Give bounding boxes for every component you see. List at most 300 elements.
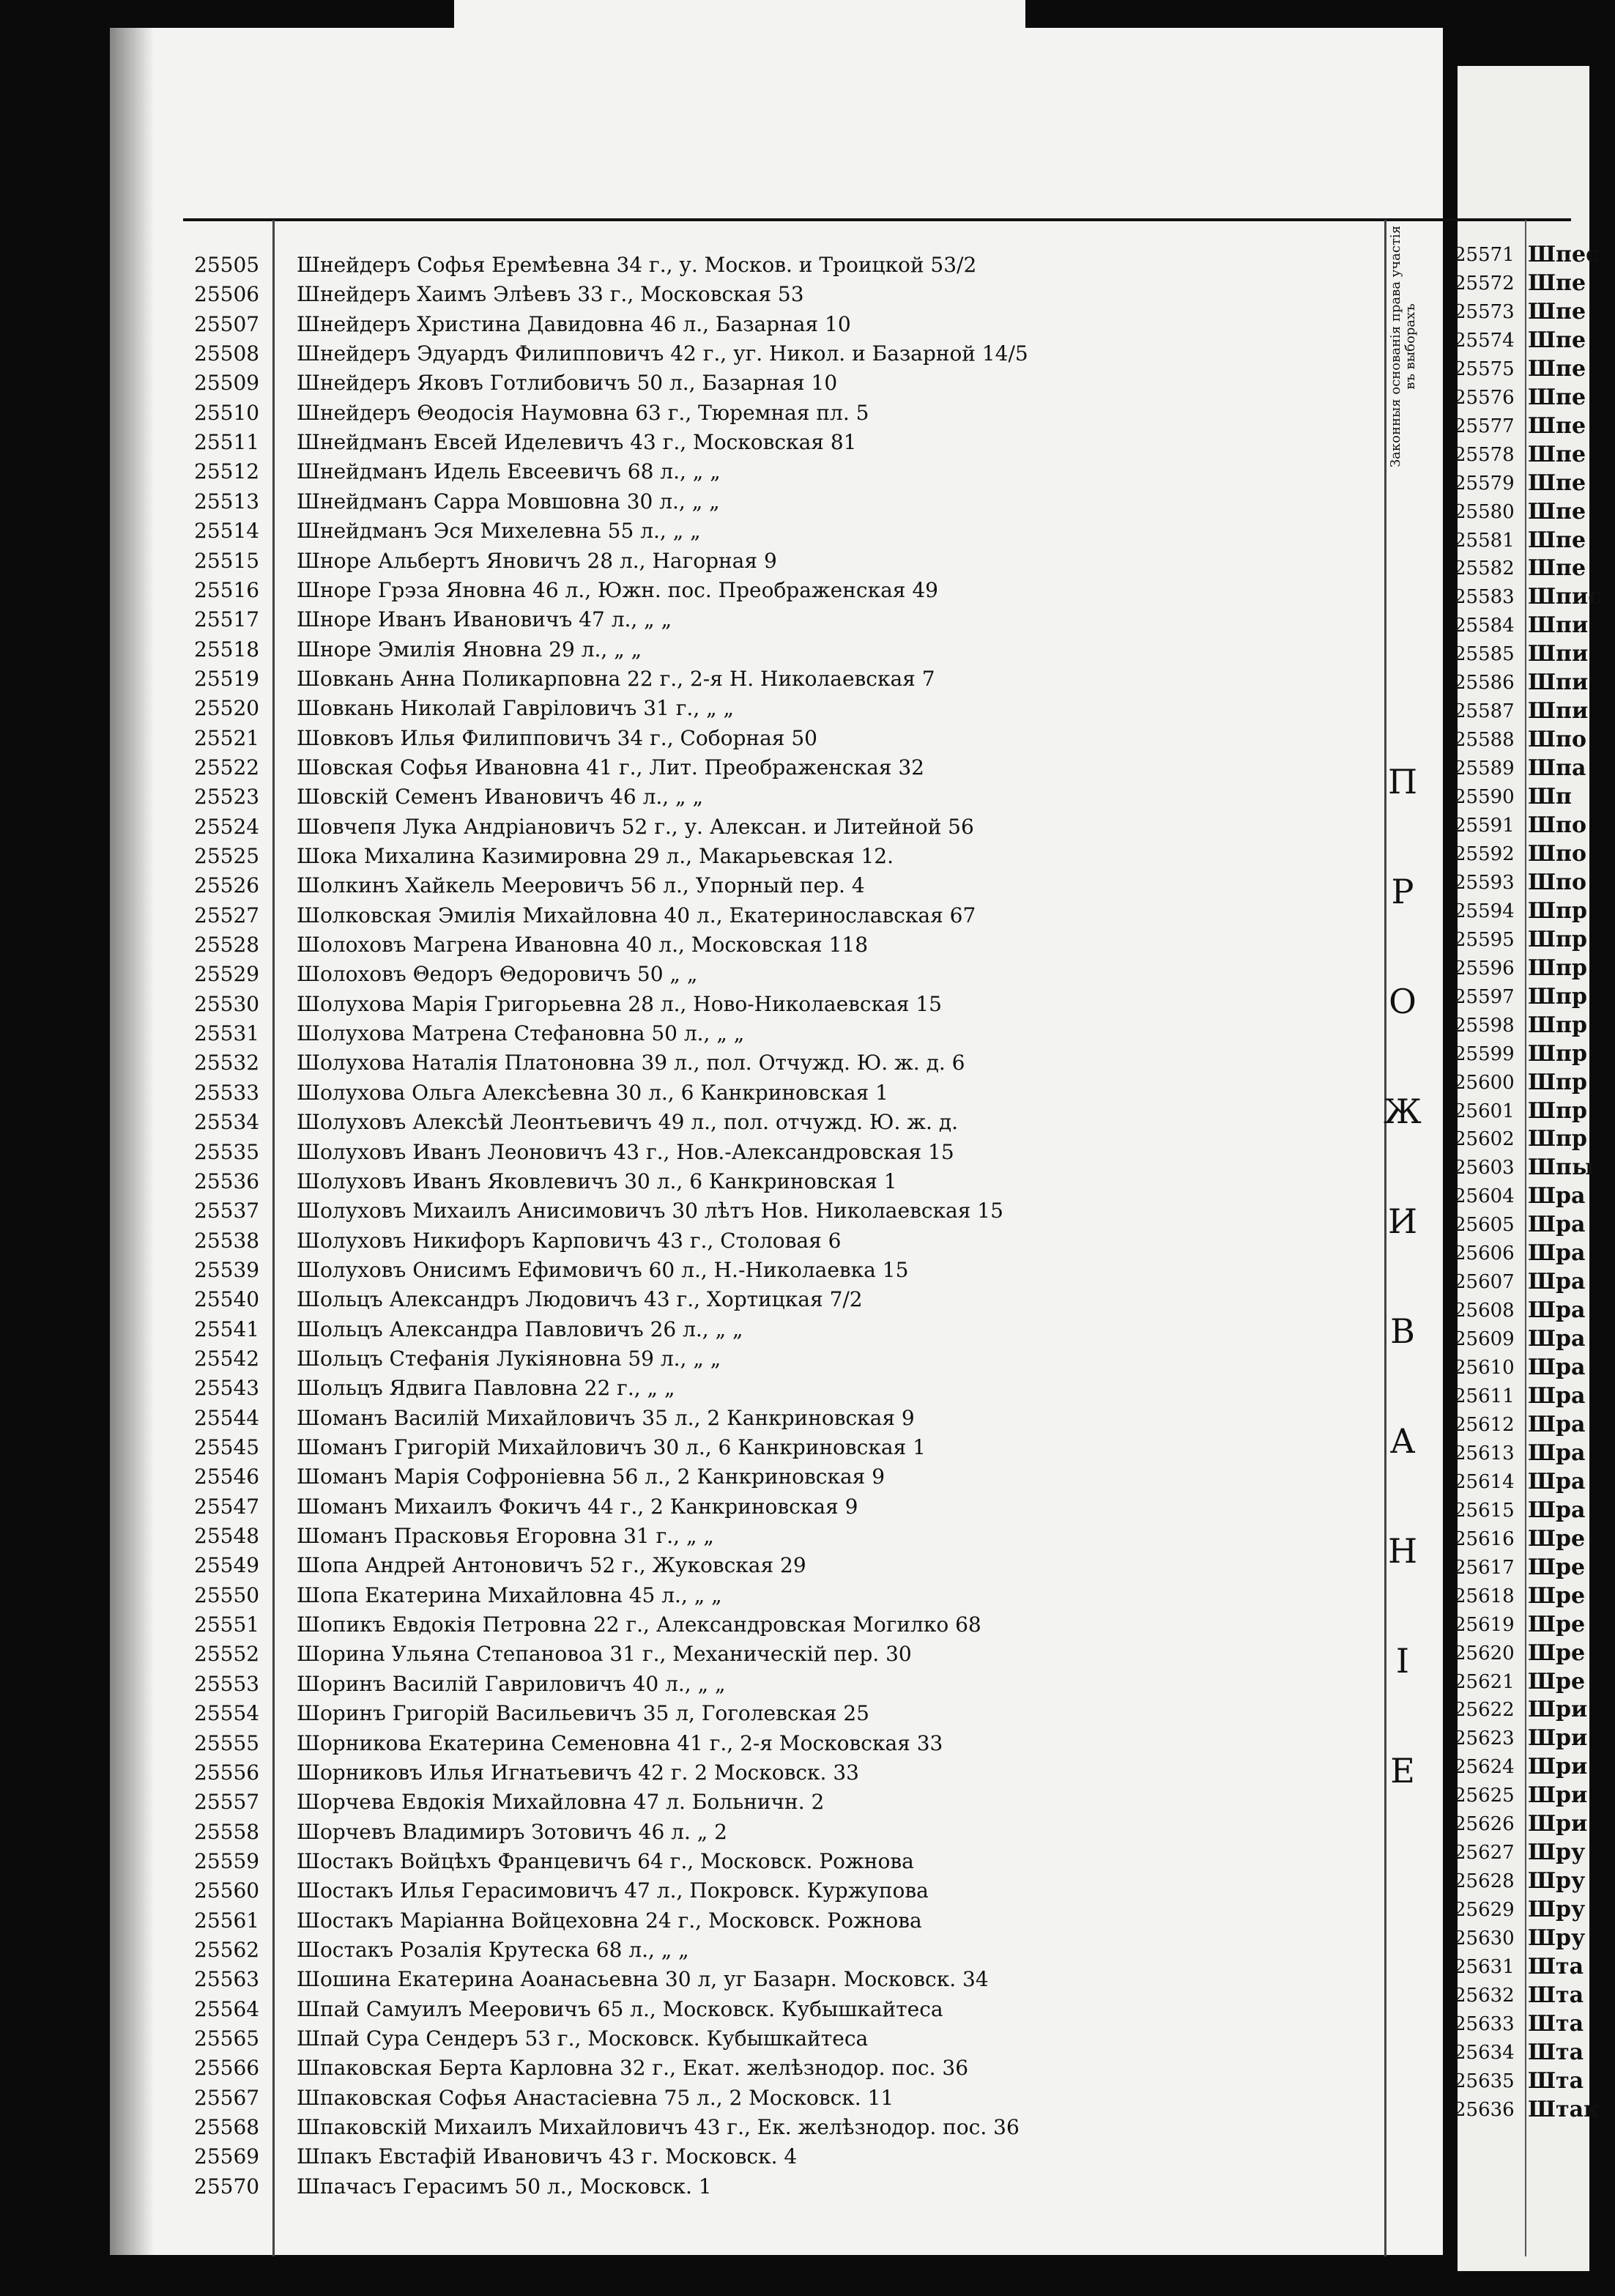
table-row (0, 1138, 1384, 1167)
table-row (0, 1610, 1384, 1640)
entry-text: Шоманъ Марія Софроніевна 56 л., 2 Канкриновская 9 (297, 1464, 886, 1489)
entry-text: Шнейдманъ Сарра Мовшовна 30 л., „ „ (297, 489, 720, 514)
table-row (0, 487, 1384, 516)
right-entry-text: Шпе (1528, 498, 1586, 525)
entry-text: Шпаковская Софья Анастасіевна 75 л., 2 Московск. 11 (297, 2085, 894, 2110)
entry-number: 25553 (194, 1671, 260, 1696)
right-entry-text: Шпа (1528, 755, 1586, 782)
entry-number: 25540 (194, 1287, 260, 1312)
entry-number: 25563 (194, 1967, 260, 1992)
right-entry-number: 25602 (1454, 1128, 1515, 1151)
entry-number: 25531 (194, 1021, 260, 1046)
entry-number: 25560 (194, 1878, 260, 1903)
table-row (0, 1256, 1384, 1285)
entry-number: 25546 (194, 1464, 260, 1489)
entry-number: 25517 (194, 607, 260, 632)
right-entry-number: 25604 (1454, 1185, 1515, 1208)
table-row (0, 547, 1384, 576)
right-entry-text: Шта (1528, 2039, 1584, 2065)
right-entry-number: 25591 (1454, 815, 1515, 837)
table-row (0, 399, 1384, 428)
right-entry-number: 25630 (1454, 1927, 1515, 1950)
entry-text: Шолухова Ольга Алексѣевна 30 л., 6 Канкриновская 1 (297, 1080, 888, 1105)
entry-number: 25547 (194, 1494, 260, 1519)
entry-text: Шолухова Матрена Стефановна 50 л., „ „ (297, 1021, 745, 1046)
entry-number: 25527 (194, 903, 260, 927)
right-entry-number: 25596 (1454, 957, 1515, 979)
column-header-text: Законныя основанія права участія въ выборахъ (1388, 225, 1418, 468)
right-entry-text: Шпис (1528, 584, 1602, 610)
table-row (0, 1758, 1384, 1788)
right-entry-text: Шра (1528, 1468, 1586, 1495)
table-row (0, 1936, 1384, 1965)
entry-number: 25559 (194, 1848, 260, 1873)
right-entry-number: 25627 (1454, 1842, 1515, 1864)
right-entry-text: Шпр (1528, 955, 1587, 981)
entry-text: Шоманъ Прасковья Егоровна 31 г., „ „ (297, 1524, 714, 1549)
table-row (0, 1019, 1384, 1048)
right-entry-number: 25634 (1454, 2041, 1515, 2064)
right-entry-number: 25631 (1454, 1956, 1515, 1978)
entry-text: Шольцъ Александръ Людовичъ 43 г., Хортицкая 7/2 (297, 1287, 863, 1312)
right-entry-number: 25625 (1454, 1785, 1515, 1807)
table-row (0, 2054, 1384, 2083)
entry-text: Шовская Софья Ивановна 41 г., Лит. Преображенская 32 (297, 755, 924, 779)
table-row (0, 1906, 1384, 1936)
table-row (0, 1995, 1384, 2024)
right-entry-text: Шпи (1528, 698, 1589, 725)
entry-number: 25545 (194, 1435, 260, 1459)
table-row (0, 516, 1384, 546)
entry-number: 25510 (194, 400, 260, 425)
entry-text: Шорниковъ Илья Игнатьевичъ 42 г. 2 Московск. 33 (297, 1760, 859, 1785)
right-entry-text: Шпр (1528, 1126, 1587, 1152)
right-entry-text: Шпе (1528, 355, 1586, 382)
right-entry-number: 25594 (1454, 900, 1515, 922)
entry-number: 25544 (194, 1405, 260, 1430)
right-entry-text: Шпи (1528, 612, 1589, 639)
right-entry-text: Шре (1528, 1525, 1586, 1552)
right-entry-text: Шпр (1528, 1040, 1587, 1067)
table-row (0, 635, 1384, 664)
vertical-title-letter: В (1390, 1311, 1415, 1351)
entry-text: Шноре Альбертъ Яновичъ 28 л., Нагорная 9 (297, 548, 777, 573)
entry-text: Шолуховъ Иванъ Леоновичъ 43 г., Нов.-Александровская 15 (297, 1139, 954, 1164)
table-row (0, 2024, 1384, 2054)
entry-text: Шовкань Анна Поликарповна 22 г., 2-я Н. Николаевская 7 (297, 666, 935, 691)
right-entry-text: Шта (1528, 1982, 1584, 2008)
right-entry-number: 25623 (1454, 1727, 1515, 1750)
right-entry-text: Шри (1528, 1782, 1588, 1809)
page-top-tab (454, 0, 1025, 28)
right-entry-text: Шпр (1528, 1069, 1587, 1095)
right-entry-text: Шпе (1528, 470, 1586, 496)
table-row (0, 1847, 1384, 1876)
right-entry-number: 25600 (1454, 1071, 1515, 1094)
right-entry-text: Шра (1528, 1355, 1586, 1381)
right-entry-text: Шра (1528, 1297, 1586, 1324)
table-row (0, 1640, 1384, 1669)
entry-text: Шолоховъ Θедоръ Θедоровичъ 50 „ „ (297, 962, 698, 987)
right-entry-number: 25609 (1454, 1328, 1515, 1351)
entry-text: Шопикъ Евдокія Петровна 22 г., Александровская Могилко 68 (297, 1612, 981, 1637)
entry-text: Шовскій Семенъ Ивановичъ 46 л., „ „ (297, 785, 703, 810)
vertical-title-letter: О (1389, 982, 1417, 1021)
right-entry-number: 25603 (1454, 1157, 1515, 1180)
right-entry-text: Шпи (1528, 641, 1589, 667)
entry-text: Шпаковская Берта Карловна 32 г., Екат. желѣзнодор. пос. 36 (297, 2056, 969, 2081)
entry-number: 25554 (194, 1701, 260, 1726)
vertical-title-letter: Н (1387, 1531, 1418, 1571)
right-entry-number: 25571 (1454, 244, 1515, 266)
right-entry-text: Шру (1528, 1925, 1586, 1952)
entry-text: Шпаковскій Михаилъ Михайловичъ 43 г., Ек. желѣзнодор. пос. 36 (297, 2115, 1020, 2140)
right-entry-text: Шпе (1528, 298, 1586, 325)
entry-text: Шовчепя Лука Андріановичъ 52 г., у. Алексан. и Литейной 56 (297, 814, 974, 839)
entry-number: 25523 (194, 785, 260, 810)
table-row (0, 1729, 1384, 1758)
table-row (0, 1108, 1384, 1137)
entry-number: 25569 (194, 2144, 260, 2169)
right-entry-number: 25618 (1454, 1585, 1515, 1607)
entry-number: 25567 (194, 2085, 260, 2110)
right-entry-text: Шра (1528, 1411, 1586, 1437)
right-entry-text: Шта (1528, 1954, 1584, 1980)
entry-text: Шостакъ Розалія Крутеска 68 л., „ „ (297, 1937, 689, 1962)
entry-number: 25548 (194, 1524, 260, 1549)
entry-text: Шпакъ Евстафій Ивановичъ 43 г. Московск. 4 (297, 2144, 798, 2169)
entry-number: 25543 (194, 1376, 260, 1401)
table-row (0, 871, 1384, 900)
right-entry-text: Шра (1528, 1212, 1586, 1238)
entry-text: Шнейдеръ Яковъ Готлибовичъ 50 л., Базарная 10 (297, 371, 838, 396)
entry-text: Шовковъ Илья Филипповичъ 34 г., Соборная 50 (297, 725, 817, 750)
entry-number: 25565 (194, 2026, 260, 2051)
table-row (0, 576, 1384, 605)
right-entry-text: Штак (1528, 2096, 1600, 2122)
table-row (0, 428, 1384, 457)
entry-number: 25514 (194, 519, 260, 544)
entry-text: Шоманъ Михаилъ Фокичъ 44 г., 2 Канкриновская 9 (297, 1494, 858, 1519)
entry-number: 25506 (194, 282, 260, 307)
entry-text: Шолуховъ Онисимъ Ефимовичъ 60 л., Н.-Николаевка 15 (297, 1257, 909, 1282)
entry-number: 25557 (194, 1790, 260, 1815)
entry-text: Шолковская Эмилія Михайловна 40 л., Екатеринославская 67 (297, 903, 976, 927)
right-entry-text: Шру (1528, 1840, 1586, 1866)
right-entry-text: Шп (1528, 784, 1572, 810)
entry-text: Шостакъ Войцѣхъ Францевичъ 64 г., Московск. Рожнова (297, 1848, 914, 1873)
right-page-rule (1525, 220, 1526, 2256)
right-entry-number: 25574 (1454, 329, 1515, 352)
entry-text: Шнейдеръ Софья Еремѣевна 34 г., у. Москов. и Троицкой 53/2 (297, 253, 977, 277)
table-row (0, 1078, 1384, 1108)
entry-number: 25507 (194, 311, 260, 336)
right-entry-text: Шпр (1528, 1012, 1587, 1038)
right-entry-number: 25578 (1454, 443, 1515, 466)
right-entry-text: Шпи (1528, 670, 1589, 696)
entry-text: Шольцъ Стефанія Лукіяновна 59 л., „ „ (297, 1346, 721, 1371)
entry-text: Шольцъ Ядвига Павловна 22 г., „ „ (297, 1376, 675, 1401)
right-entry-text: Шпе (1528, 327, 1586, 353)
right-entry-text: Шри (1528, 1811, 1588, 1837)
right-entry-text: Шре (1528, 1611, 1586, 1637)
table-row (0, 901, 1384, 930)
table-row (0, 1433, 1384, 1462)
entry-number: 25526 (194, 873, 260, 898)
entry-number: 25524 (194, 814, 260, 839)
entry-text: Шолухова Наталія Платоновна 39 л., пол. Отчужд. Ю. ж. д. 6 (297, 1051, 965, 1075)
entry-text: Шнейдеръ Θеодосія Наумовна 63 г., Тюремная пл. 5 (297, 400, 869, 425)
entry-number: 25538 (194, 1228, 260, 1253)
vertical-title-letter: А (1389, 1421, 1416, 1461)
right-entry-number: 25622 (1454, 1699, 1515, 1722)
right-entry-number: 25572 (1454, 272, 1515, 295)
entry-number: 25549 (194, 1553, 260, 1578)
entry-number: 25535 (194, 1139, 260, 1164)
right-entry-number: 25616 (1454, 1527, 1515, 1550)
entry-text: Шовкань Николай Гавріловичъ 31 г., „ „ (297, 696, 735, 721)
vertical-title-letter: Р (1391, 872, 1414, 911)
entry-number: 25562 (194, 1937, 260, 1962)
right-entry-text: Шра (1528, 1240, 1586, 1267)
entry-number: 25556 (194, 1760, 260, 1785)
entry-number: 25568 (194, 2115, 260, 2140)
right-entry-number: 25589 (1454, 758, 1515, 780)
right-entry-text: Шра (1528, 1497, 1586, 1523)
right-entry-text: Шра (1528, 1326, 1586, 1352)
entry-text: Шорина Ульяна Степановоа 31 г., Механическій пер. 30 (297, 1642, 912, 1667)
table-row (0, 2142, 1384, 2171)
entry-number: 25512 (194, 459, 260, 484)
right-entry-number: 25626 (1454, 1813, 1515, 1836)
table-row (0, 1226, 1384, 1256)
entry-text: Шнейдманъ Евсей Иделевичъ 43 г., Московская 81 (297, 430, 857, 455)
table-row (0, 930, 1384, 960)
table-row (0, 1876, 1384, 1906)
entry-number: 25537 (194, 1199, 260, 1223)
table-row (0, 1374, 1384, 1403)
table-row (0, 1285, 1384, 1314)
entry-text: Шошина Екатерина Аоанасьевна 30 л, уг Базарн. Московск. 34 (297, 1967, 989, 1992)
right-entry-text: Шра (1528, 1383, 1586, 1409)
entry-number: 25558 (194, 1819, 260, 1844)
right-entry-number: 25598 (1454, 1014, 1515, 1037)
entry-text: Шнейдеръ Хаимъ Элѣевъ 33 г., Московская 53 (297, 282, 804, 307)
entry-number: 25511 (194, 430, 260, 455)
right-entry-number: 25592 (1454, 843, 1515, 865)
entry-text: Шорчевъ Владимиръ Зотовичъ 46 л. „ 2 (297, 1819, 727, 1844)
entry-text: Шопа Екатерина Михайловна 45 л., „ „ (297, 1582, 722, 1607)
right-entry-text: Шра (1528, 1269, 1586, 1295)
entry-text: Шоманъ Василій Михайловичъ 35 л., 2 Канкриновская 9 (297, 1405, 915, 1430)
right-entry-number: 25614 (1454, 1470, 1515, 1493)
table-row (0, 251, 1384, 280)
entry-text: Шорчева Евдокія Михайловна 47 л. Больничн. 2 (297, 1790, 825, 1815)
right-entry-text: Шри (1528, 1725, 1588, 1752)
right-entry-text: Шпр (1528, 983, 1587, 1010)
right-entry-number: 25573 (1454, 300, 1515, 323)
vertical-title-letter: П (1387, 762, 1418, 801)
table-row (0, 1196, 1384, 1226)
right-entry-number: 25605 (1454, 1214, 1515, 1237)
entry-text: Шостакъ Маріанна Войцеховна 24 г., Московск. Рожнова (297, 1908, 922, 1933)
right-entry-text: Шпес (1528, 242, 1600, 267)
right-entry-number: 25621 (1454, 1670, 1515, 1693)
entry-number: 25536 (194, 1169, 260, 1193)
table-row (0, 2113, 1384, 2142)
right-entry-number: 25636 (1454, 2098, 1515, 2121)
entry-text: Шнейдманъ Идель Евсеевичъ 68 л., „ „ (297, 459, 721, 484)
entry-number: 25555 (194, 1730, 260, 1755)
right-entry-text: Шпе (1528, 270, 1586, 296)
entry-number: 25528 (194, 933, 260, 958)
right-entry-number: 25586 (1454, 672, 1515, 695)
right-entry-text: Шпо (1528, 812, 1587, 838)
table-row (0, 1344, 1384, 1374)
table-row (0, 1492, 1384, 1522)
table-row (0, 753, 1384, 782)
right-entry-number: 25583 (1454, 586, 1515, 609)
entry-number: 25550 (194, 1582, 260, 1607)
right-entry-text: Шру (1528, 1897, 1586, 1923)
entry-number: 25516 (194, 577, 260, 602)
table-row (0, 2172, 1384, 2201)
table-row (0, 1581, 1384, 1610)
right-entry-number: 25601 (1454, 1100, 1515, 1122)
entry-number: 25564 (194, 1996, 260, 2021)
entry-number: 25513 (194, 489, 260, 514)
entry-number: 25532 (194, 1051, 260, 1075)
entry-number: 25551 (194, 1612, 260, 1637)
entry-number: 25522 (194, 755, 260, 779)
right-entry-text: Шпе (1528, 441, 1586, 467)
entry-text: Шолуховъ Никифоръ Карповичъ 43 г., Столовая 6 (297, 1228, 842, 1253)
vertical-title-letter: И (1387, 1201, 1418, 1241)
entry-number: 25518 (194, 637, 260, 662)
table-row (0, 664, 1384, 694)
entry-number: 25508 (194, 341, 260, 366)
table-row (0, 1315, 1384, 1344)
right-entry-number: 25617 (1454, 1556, 1515, 1579)
table-row (0, 339, 1384, 369)
table-row (0, 782, 1384, 812)
right-entry-number: 25633 (1454, 2012, 1515, 2035)
top-rule (183, 218, 1571, 221)
right-entry-number: 25581 (1454, 529, 1515, 552)
entry-number: 25542 (194, 1346, 260, 1371)
entry-text: Шнейдеръ Эдуардъ Филипповичъ 42 г., уг. Никол. и Базарной 14/5 (297, 341, 1028, 366)
table-row (0, 1048, 1384, 1078)
table-row (0, 1788, 1384, 1817)
table-row (0, 1818, 1384, 1847)
right-entry-number: 25595 (1454, 928, 1515, 951)
right-entry-number: 25611 (1454, 1385, 1515, 1407)
entry-text: Шпай Сура Сендеръ 53 г., Московск. Кубышкайтеса (297, 2026, 869, 2051)
entry-text: Шольцъ Александра Павловичъ 26 л., „ „ (297, 1317, 743, 1341)
table-row (0, 605, 1384, 634)
entry-text: Шоринъ Григорій Васильевичъ 35 л, Гоголевская 25 (297, 1701, 869, 1726)
vertical-title-letter: Ж (1384, 1092, 1422, 1131)
table-row (0, 1699, 1384, 1728)
entry-text: Шноре Иванъ Ивановичъ 47 л., „ „ (297, 607, 672, 632)
entry-text: Шолуховъ Алексѣй Леонтьевичъ 49 л., пол. отчужд. Ю. ж. д. (297, 1110, 958, 1135)
right-entry-number: 25610 (1454, 1357, 1515, 1380)
entry-text: Шноре Грэза Яновна 46 л., Южн. пос. Преображенская 49 (297, 577, 938, 602)
entry-text: Шнейдеръ Христина Давидовна 46 л., Базарная 10 (297, 311, 851, 336)
right-entry-number: 25606 (1454, 1243, 1515, 1265)
entry-number: 25530 (194, 991, 260, 1016)
right-entry-text: Шта (1528, 2067, 1584, 2094)
entry-number: 25529 (194, 962, 260, 987)
right-entry-text: Шта (1528, 2010, 1584, 2037)
right-entry-number: 25585 (1454, 643, 1515, 666)
right-entry-number: 25628 (1454, 1870, 1515, 1893)
table-row (0, 960, 1384, 989)
entry-text: Шопа Андрей Антоновичъ 52 г., Жуковская 29 (297, 1553, 806, 1578)
right-entry-number: 25613 (1454, 1442, 1515, 1464)
entry-number: 25521 (194, 725, 260, 750)
table-row (0, 369, 1384, 398)
entry-number: 25505 (194, 253, 260, 277)
right-entry-number: 25607 (1454, 1271, 1515, 1294)
entry-number: 25566 (194, 2056, 260, 2081)
table-row (0, 280, 1384, 309)
right-entry-number: 25587 (1454, 700, 1515, 723)
table-row (0, 310, 1384, 339)
right-entry-text: Шру (1528, 1868, 1586, 1895)
entry-text: Шолкинъ Хайкель Мееровичъ 56 л., Упорный пер. 4 (297, 873, 865, 898)
entry-number: 25541 (194, 1317, 260, 1341)
entry-text: Шолуховъ Михаилъ Анисимовичъ 30 лѣтъ Нов. Николаевская 15 (297, 1199, 1003, 1223)
right-entry-text: Шпр (1528, 926, 1587, 952)
vertical-title-letter: І (1395, 1641, 1410, 1681)
right-entry-number: 25629 (1454, 1899, 1515, 1922)
right-entry-text: Шпр (1528, 1097, 1587, 1124)
entry-number: 25539 (194, 1257, 260, 1282)
table-row (0, 1670, 1384, 1699)
right-entry-number: 25612 (1454, 1413, 1515, 1436)
entry-text: Шпачасъ Герасимъ 50 л., Московск. 1 (297, 2174, 712, 2199)
right-entry-text: Шри (1528, 1754, 1588, 1780)
entry-number: 25525 (194, 844, 260, 868)
right-entry-number: 25619 (1454, 1613, 1515, 1636)
entry-number: 25509 (194, 371, 260, 396)
right-entry-number: 25608 (1454, 1300, 1515, 1322)
right-entry-text: Шпе (1528, 555, 1586, 582)
right-entry-number: 25584 (1454, 615, 1515, 637)
table-row (0, 1965, 1384, 1994)
entry-number: 25552 (194, 1642, 260, 1667)
right-entry-number: 25620 (1454, 1642, 1515, 1664)
right-entry-text: Шпы (1528, 1155, 1594, 1181)
entry-number: 25519 (194, 666, 260, 691)
table-row (0, 990, 1384, 1019)
table-row (0, 1404, 1384, 1433)
right-entry-number: 25575 (1454, 358, 1515, 380)
right-entry-number: 25579 (1454, 472, 1515, 495)
right-entry-text: Шпе (1528, 527, 1586, 553)
right-entry-number: 25593 (1454, 871, 1515, 894)
table-row (0, 457, 1384, 486)
right-entry-text: Шпо (1528, 869, 1587, 895)
entry-number: 25561 (194, 1908, 260, 1933)
right-entry-number: 25582 (1454, 558, 1515, 580)
right-entry-number: 25590 (1454, 786, 1515, 809)
entry-text: Шорникова Екатерина Семеновна 41 г., 2-я Московская 33 (297, 1730, 943, 1755)
right-entry-text: Шра (1528, 1440, 1586, 1466)
table-row (0, 2084, 1384, 2113)
right-entry-text: Шри (1528, 1697, 1588, 1723)
